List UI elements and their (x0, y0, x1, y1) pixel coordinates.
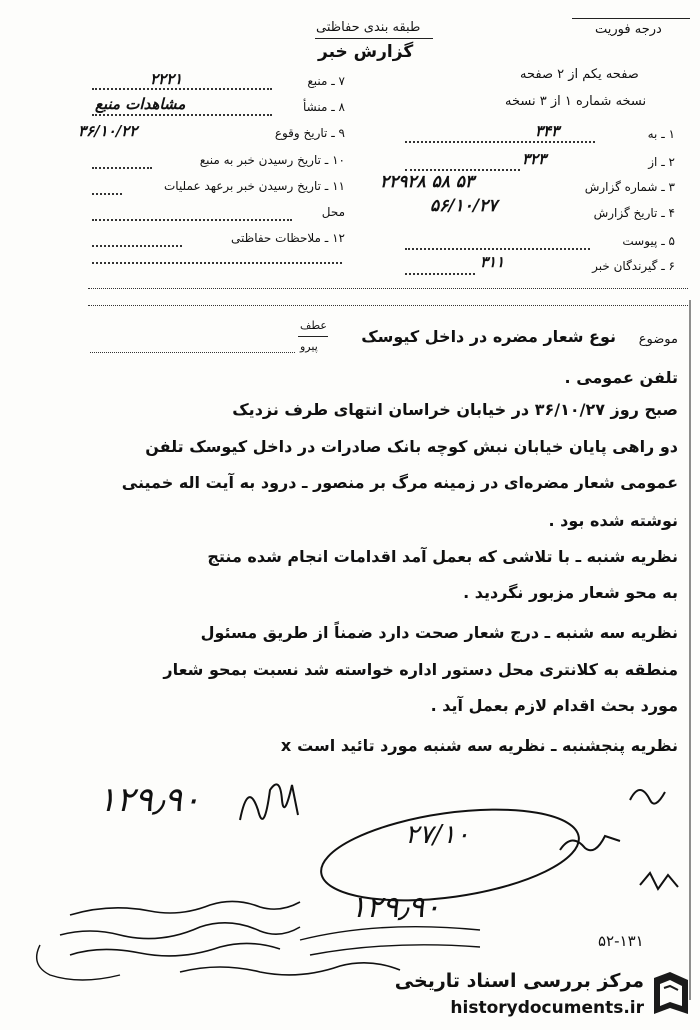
signature (640, 873, 678, 889)
body-line: مورد بحث اقدام لازم بعمل آید . (430, 696, 678, 715)
field-report-date-label: ۴ ـ تاریخ گزارش (593, 206, 675, 220)
field-occurrence-date-value: ۳۶/۱۰/۲۲ (78, 122, 138, 140)
stamp-line (310, 945, 480, 955)
handwritten-note (70, 901, 300, 915)
field-source-label: ۷ ـ منبع (307, 74, 345, 88)
body-line: تلفن عمومی . (564, 368, 678, 387)
subject-ref-top: عطف (300, 319, 327, 332)
subject-label: موضوع (638, 332, 678, 347)
body-line: منطقه به کلانتری محل دستور اداره خواسته شد نسبت بمحو شعار (163, 660, 678, 679)
body-line: دو راهی پایان خیابان نبش کوچه بانک صادرات در داخل کیوسک تلفن (145, 437, 678, 456)
circled-date: ۲۷/۱۰ (405, 820, 470, 850)
date-circle (315, 795, 584, 914)
logo-url: historydocuments.ir (450, 998, 644, 1018)
field-recipients-label: ۶ ـ گیرندگان خبر (592, 259, 675, 273)
field-origin-label: ۸ ـ منشأ (302, 100, 345, 114)
body-line: به محو شعار مزبور نگردید . (463, 583, 678, 602)
signature (240, 784, 298, 820)
copy-info: نسخه شماره ۱ از ۳ نسخه (505, 94, 647, 109)
signature (630, 790, 665, 804)
body-line: عمومی شعار مضره‌ای در زمینه مرگ بر منصور ـ درود به آیت اله خمینی (121, 473, 678, 492)
watermark-logo (394, 968, 700, 1030)
handwritten-note (180, 963, 400, 975)
form-code: ۵۲-۱۳۱ (598, 932, 644, 950)
field-report-date-value: ۵۶/۱۰/۲۷ (430, 196, 498, 216)
body-line: نظریه پنجشنبه ـ نظریه سه شنبه مورد تائید است x (280, 736, 678, 755)
handwritten-note (37, 945, 120, 980)
logo-text-fa: مرکز بررسی اسناد تاریخی (394, 970, 644, 992)
priority-label: درجه فوریت (595, 22, 662, 37)
subject-text: نوع شعار مضره در داخل کیوسک (361, 327, 616, 346)
body-line: نظریه سه شنبه ـ درج شعار صحت دارد ضمناً از طریق مسئول (200, 623, 678, 642)
book-icon (650, 970, 692, 1018)
field-place-label: محل (321, 205, 345, 219)
field-origin-value: مشاهدات منبع (95, 95, 186, 113)
field-to-value: ۳۴۳ (535, 122, 560, 140)
body-line: نظریه شنبه ـ با تلاشی که بعمل آمد اقدامات انجام شده منتج (207, 547, 678, 566)
body-line: صبح روز ۳۶/۱۰/۲۷ در خیابان خراسان انتهای طرف نزدیک (232, 400, 678, 419)
stamp-line (300, 927, 480, 940)
field-received-ops-label: ۱۱ ـ تاریخ رسیدن خبر برعهد عملیات (163, 179, 345, 193)
field-to-label: ۱ ـ به (647, 127, 675, 141)
field-attachment-label: ۵ ـ پیوست (622, 234, 675, 248)
handwritten-number: ۱۲۹٫۹۰ (98, 780, 201, 820)
field-security-notes-label: ۱۲ ـ ملاحظات حفاظتی (231, 231, 345, 245)
field-occurrence-date-label: ۹ ـ تاریخ وقوع (274, 126, 345, 140)
signature (560, 836, 620, 850)
body-line: نوشته شده بود . (548, 511, 678, 530)
field-report-number-label: ۳ ـ شماره گزارش (584, 180, 675, 194)
handwritten-note (70, 943, 280, 955)
field-recipients-value: ۳۱۱ (480, 253, 505, 271)
field-from-label: ۲ ـ از (648, 155, 675, 169)
field-source-value: ۲۲۲۱ (150, 70, 183, 88)
field-from-value: ۳۲۳ (522, 150, 547, 168)
handwritten-note (60, 923, 300, 939)
field-received-source-label: ۱۰ ـ تاریخ رسیدن خبر به منبع (199, 153, 345, 167)
handwritten-number-bottom: ۱۲۹٫۹۰ (350, 890, 441, 925)
page-info: صفحه یکم از ۲ صفحه (520, 67, 639, 82)
classification-label: طبقه بندی حفاظتی (316, 20, 421, 35)
subject-ref-bottom: پیرو (300, 340, 318, 353)
field-report-number-value: ۲۲۹۲۸ ۵۸ ۵۳ (380, 172, 475, 192)
document-title: گزارش خبر (318, 42, 414, 62)
